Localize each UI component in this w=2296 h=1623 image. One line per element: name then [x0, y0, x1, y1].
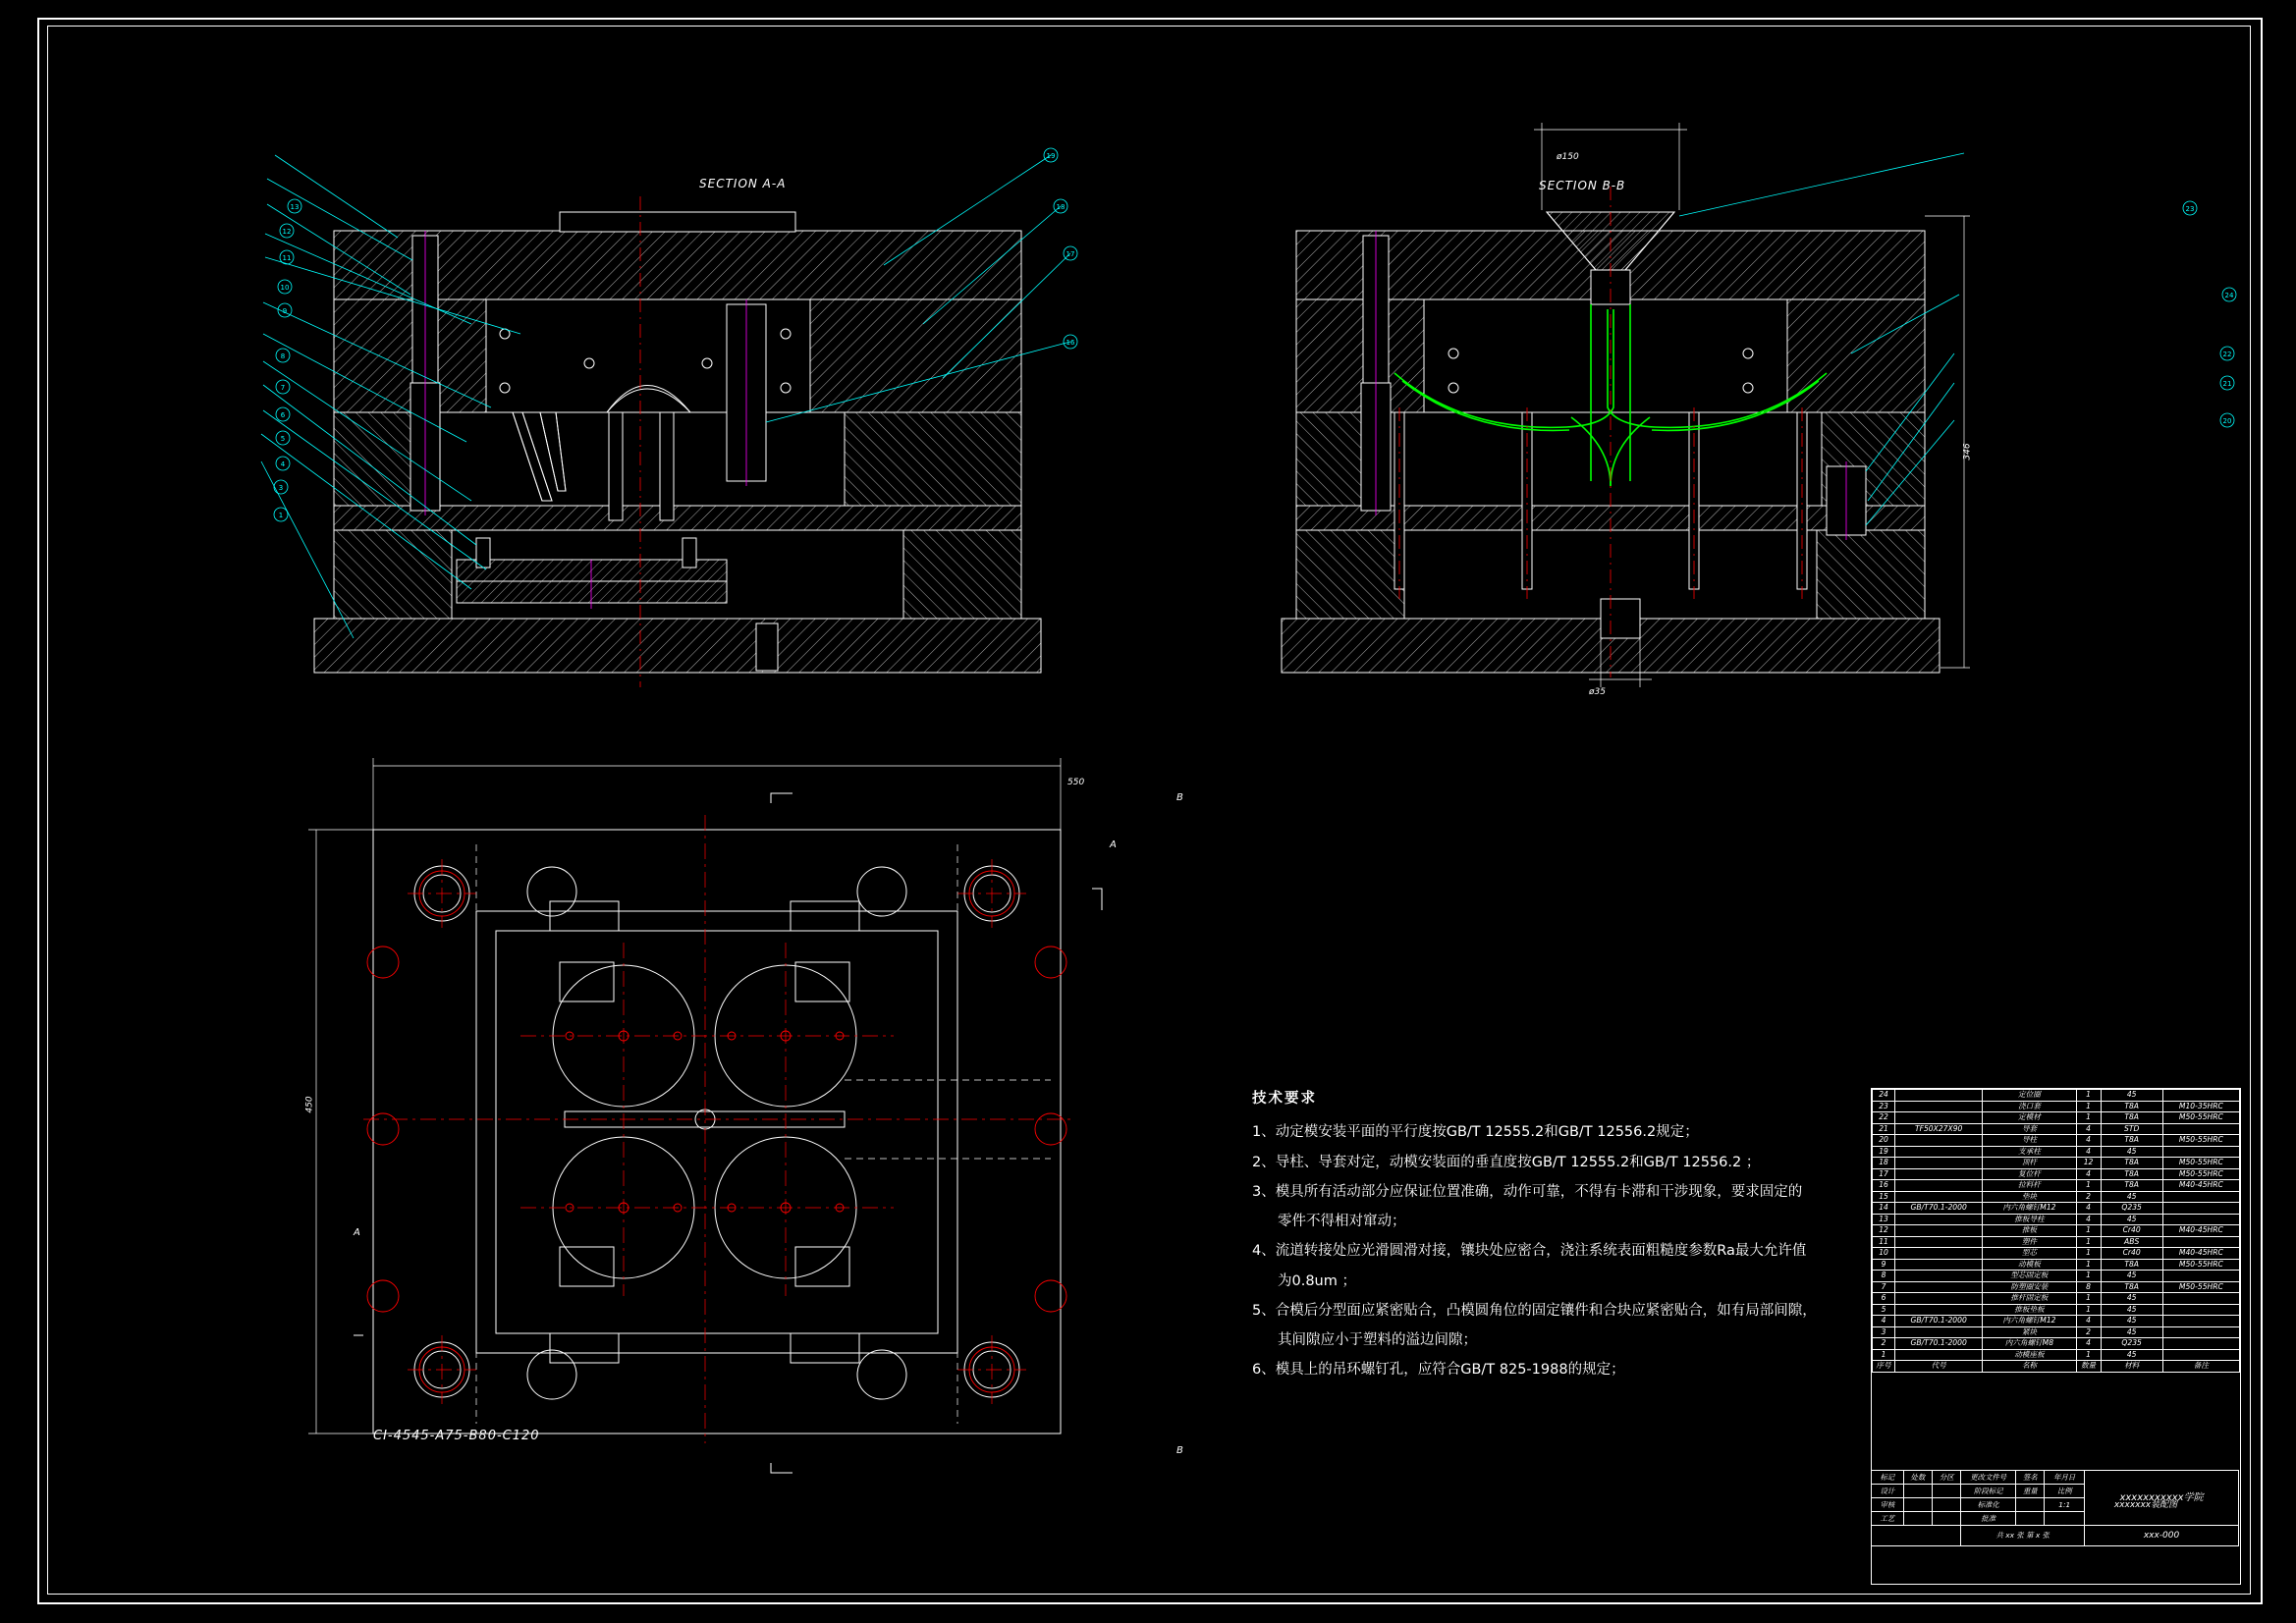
- bom-cell-mat: STD: [2101, 1123, 2162, 1135]
- bom-cell-code: GB/T70.1-2000: [1895, 1338, 1983, 1350]
- svg-text:20: 20: [2222, 417, 2232, 425]
- bom-cell-code: [1895, 1271, 1983, 1282]
- bom-cell-name: 浇口套: [1983, 1101, 2076, 1112]
- bom-cell-rem: [2162, 1191, 2239, 1203]
- balloon-circles-right: [1036, 147, 1124, 658]
- bom-cell-name: 内六角螺钉M8: [1983, 1338, 2076, 1350]
- bom-row: [1873, 1316, 2240, 1327]
- tb-cell: 1:1: [2045, 1498, 2085, 1512]
- tb-cell: [1872, 1526, 1961, 1546]
- bom-cell-mat: Cr40: [2101, 1248, 2162, 1260]
- svg-text:4: 4: [280, 460, 286, 468]
- tech-item: 2、导柱、导套对定，动模安装面的垂直度按GB/T 12555.2和GB/T 12556.2 ；: [1252, 1154, 1761, 1170]
- bom-cell-mat: 45: [2101, 1271, 2162, 1282]
- svg-text:7: 7: [280, 384, 286, 392]
- bom-cell-name: 复位杆: [1983, 1168, 2076, 1180]
- tb-cell: 设计: [1872, 1485, 1904, 1498]
- bom-cell-name: 推板导柱: [1983, 1214, 2076, 1225]
- bom-cell-code: [1895, 1135, 1983, 1147]
- bom-cell-qty: 4: [2076, 1123, 2101, 1135]
- bom-cell-mat: 45: [2101, 1326, 2162, 1338]
- svg-text:10: 10: [280, 284, 290, 292]
- dim-plan-height: 450: [304, 1096, 315, 1113]
- bom-cell-name: 塑件: [1983, 1236, 2076, 1248]
- bom-cell-qty: 12: [2076, 1158, 2101, 1169]
- bom-cell-code: TF50X27X90: [1895, 1123, 1983, 1135]
- bom-cell-qty: 1: [2076, 1349, 2101, 1361]
- bom-row: [1873, 1168, 2240, 1180]
- bom-header-cell: 材料: [2101, 1361, 2162, 1373]
- tb-cell: 工艺: [1872, 1512, 1904, 1526]
- svg-text:11: 11: [282, 254, 292, 262]
- bom-row: [1873, 1112, 2240, 1124]
- bom-row: [1873, 1349, 2240, 1361]
- bom-row: [1873, 1180, 2240, 1192]
- bom-cell-mat: 45: [2101, 1191, 2162, 1203]
- bom-cell-no: 17: [1873, 1168, 1895, 1180]
- bom-cell-no: 16: [1873, 1180, 1895, 1192]
- bom-row: [1873, 1203, 2240, 1215]
- tb-cell: [1933, 1512, 1961, 1526]
- section-bb-view: [1277, 177, 2043, 687]
- bom-cell-no: 14: [1873, 1203, 1895, 1215]
- bom-cell-code: [1895, 1090, 1983, 1102]
- bom-cell-rem: [2162, 1236, 2239, 1248]
- tech-item: 6、模具上的吊环螺钉孔，应符合GB/T 825-1988的规定；: [1252, 1362, 1625, 1379]
- bom-cell-qty: 2: [2076, 1191, 2101, 1203]
- bom-cell-code: [1895, 1180, 1983, 1192]
- bom-cell-qty: 4: [2076, 1146, 2101, 1158]
- bom-cell-mat: T8A: [2101, 1259, 2162, 1271]
- bom-cell-name: 推板垫板: [1983, 1304, 2076, 1316]
- tb-cell: 重量: [2016, 1485, 2045, 1498]
- bom-cell-code: GB/T70.1-2000: [1895, 1316, 1983, 1327]
- svg-text:12: 12: [282, 228, 292, 236]
- tb-cell: [1933, 1498, 1961, 1512]
- tb-cell: 处数: [1903, 1471, 1932, 1485]
- bom-cell-no: 5: [1873, 1304, 1895, 1316]
- bom-header-cell: 序号: [1873, 1361, 1895, 1373]
- bom-cell-rem: M40-45HRC: [2162, 1180, 2239, 1192]
- bom-cell-rem: [2162, 1271, 2239, 1282]
- bom-cell-qty: 4: [2076, 1316, 2101, 1327]
- bom-cell-name: 型芯: [1983, 1248, 2076, 1260]
- bom-cell-mat: 45: [2101, 1316, 2162, 1327]
- tb-cell: 标准化: [1961, 1498, 2016, 1512]
- bom-cell-code: [1895, 1101, 1983, 1112]
- bom-cell-mat: 45: [2101, 1304, 2162, 1316]
- plan-view: [324, 785, 1129, 1492]
- bom-cell-name: 动模板: [1983, 1259, 2076, 1271]
- bom-cell-qty: 4: [2076, 1338, 2101, 1350]
- tech-item: 1、动定模安装平面的平行度按GB/T 12555.2和GB/T 12556.2规定；: [1252, 1124, 1699, 1141]
- bom-cell-no: 2: [1873, 1338, 1895, 1350]
- tech-item: 其间隙应小于塑料的溢边间隙；: [1278, 1332, 1477, 1349]
- tech-item: 零件不得相对窜动；: [1278, 1214, 1406, 1230]
- plan-view-label: CI-4545-A75-B80-C120: [373, 1429, 540, 1443]
- bom-cell-rem: [2162, 1326, 2239, 1338]
- bom-cell-mat: Q235: [2101, 1338, 2162, 1350]
- school-name: xxxxxxxxxxx学院: [2085, 1471, 2239, 1526]
- bom-row: [1873, 1146, 2240, 1158]
- bom-cell-no: 8: [1873, 1271, 1895, 1282]
- bom-row: [1873, 1326, 2240, 1338]
- bom-cell-rem: [2162, 1090, 2239, 1102]
- bom-row: [1873, 1271, 2240, 1282]
- tech-item: 为0.8um ；: [1278, 1272, 1356, 1289]
- drawing-name: xxxxxxx装配图: [2113, 1500, 2178, 1510]
- bom-cell-qty: 1: [2076, 1236, 2101, 1248]
- svg-text:1: 1: [278, 512, 284, 519]
- bom-cell-code: [1895, 1304, 1983, 1316]
- bom-cell-qty: 1: [2076, 1225, 2101, 1237]
- bom-row: [1873, 1293, 2240, 1305]
- svg-text:9: 9: [282, 307, 288, 315]
- bom-cell-no: 1: [1873, 1349, 1895, 1361]
- title-block: [1871, 1470, 2239, 1583]
- bom-cell-name: 垫块: [1983, 1191, 2076, 1203]
- bom-cell-qty: 1: [2076, 1112, 2101, 1124]
- bom-cell-qty: 4: [2076, 1135, 2101, 1147]
- bom-cell-name: 定模材: [1983, 1112, 2076, 1124]
- bom-cell-no: 13: [1873, 1214, 1895, 1225]
- bom-cell-no: 21: [1873, 1123, 1895, 1135]
- bom-cell-mat: 45: [2101, 1293, 2162, 1305]
- bom-cell-mat: Cr40: [2101, 1225, 2162, 1237]
- bom-row: [1873, 1225, 2240, 1237]
- bom-cell-name: 防塑圈安装: [1983, 1281, 2076, 1293]
- bom-cell-code: [1895, 1326, 1983, 1338]
- bom-cell-no: 7: [1873, 1281, 1895, 1293]
- bom-cell-rem: [2162, 1146, 2239, 1158]
- bom-cell-no: 6: [1873, 1293, 1895, 1305]
- tb-cell: [1903, 1498, 1932, 1512]
- tb-cell: 比例: [2045, 1485, 2085, 1498]
- bom-row: [1873, 1214, 2240, 1225]
- section-mark-b-bottom: B: [1176, 1445, 1183, 1456]
- bom-cell-rem: [2162, 1349, 2239, 1361]
- bom-cell-rem: M50-55HRC: [2162, 1281, 2239, 1293]
- bom-cell-name: 支承柱: [1983, 1146, 2076, 1158]
- tb-cell: [2016, 1512, 2045, 1526]
- bom-cell-code: [1895, 1236, 1983, 1248]
- svg-text:21: 21: [2222, 380, 2232, 388]
- bom-cell-mat: T8A: [2101, 1180, 2162, 1192]
- bom-cell-mat: ABS: [2101, 1236, 2162, 1248]
- technical-requirements-title: 技术要求: [1252, 1091, 1317, 1107]
- bom-cell-no: 10: [1873, 1248, 1895, 1260]
- bom-cell-qty: 1: [2076, 1293, 2101, 1305]
- tb-cell: 更改文件号: [1961, 1471, 2016, 1485]
- svg-text:17: 17: [1066, 250, 1075, 258]
- bom-cell-name: 内六角螺钉M12: [1983, 1203, 2076, 1215]
- bom-cell-code: [1895, 1293, 1983, 1305]
- bom-row: [1873, 1158, 2240, 1169]
- bom-header-row: [1873, 1361, 2240, 1373]
- bom-cell-qty: 1: [2076, 1259, 2101, 1271]
- svg-text:16: 16: [1066, 339, 1075, 347]
- bom-cell-rem: [2162, 1293, 2239, 1305]
- section-mark-b-top: B: [1176, 792, 1183, 803]
- tb-cell: [1903, 1485, 1932, 1498]
- bom-cell-no: 19: [1873, 1146, 1895, 1158]
- bom-cell-no: 23: [1873, 1101, 1895, 1112]
- bom-header-cell: 备注: [2162, 1361, 2239, 1373]
- bom-cell-rem: [2162, 1203, 2239, 1215]
- svg-text:19: 19: [1046, 152, 1056, 160]
- svg-text:24: 24: [2224, 292, 2234, 299]
- bom-cell-qty: 1: [2076, 1101, 2101, 1112]
- bom-row: [1873, 1101, 2240, 1112]
- tb-cell: 审核: [1872, 1498, 1904, 1512]
- bom-header-cell: 代号: [1895, 1361, 1983, 1373]
- bom-row: [1873, 1123, 2240, 1135]
- bom-cell-code: [1895, 1214, 1983, 1225]
- bom-row: [1873, 1259, 2240, 1271]
- bom-cell-mat: T8A: [2101, 1281, 2162, 1293]
- bom-cell-name: 紧块: [1983, 1326, 2076, 1338]
- tech-item: 4、流道转接处应光滑圆滑对接，镶块处应密合，浇注系统表面粗糙度参数Ra最大允许值: [1252, 1243, 1807, 1260]
- tb-cell: 阶段标记: [1961, 1485, 2016, 1498]
- bom-cell-code: [1895, 1168, 1983, 1180]
- bom-cell-rem: [2162, 1214, 2239, 1225]
- section-aa-title: SECTION A-A: [699, 177, 787, 190]
- bom-cell-name: 定位圈: [1983, 1090, 2076, 1102]
- bom-row: [1873, 1248, 2240, 1260]
- bom-cell-rem: [2162, 1316, 2239, 1327]
- bom-cell-no: 9: [1873, 1259, 1895, 1271]
- bom-cell-mat: 45: [2101, 1214, 2162, 1225]
- bom-cell-mat: 45: [2101, 1146, 2162, 1158]
- tb-cell: 分区: [1933, 1471, 1961, 1485]
- bom-cell-qty: 1: [2076, 1180, 2101, 1192]
- bom-cell-qty: 1: [2076, 1248, 2101, 1260]
- tb-cell: [2045, 1512, 2085, 1526]
- section-aa-view: [295, 177, 1159, 687]
- technical-requirements: [1252, 1085, 1940, 1386]
- sheet-count: 共 xx 张 第 x 张: [1961, 1526, 2085, 1546]
- svg-text:5: 5: [280, 435, 286, 443]
- dim-bottom-diameter: ø35: [1589, 687, 1606, 697]
- bom-cell-mat: T8A: [2101, 1112, 2162, 1124]
- bom-cell-mat: 45: [2101, 1349, 2162, 1361]
- dim-plan-width: 550: [1067, 778, 1085, 787]
- tb-cell: 签名: [2016, 1471, 2045, 1485]
- svg-text:8: 8: [280, 352, 286, 360]
- tech-item: 5、合模后分型面应紧密贴合，凸模圆角位的固定镶件和合块应紧密贴合，如有局部间隙，: [1252, 1302, 1817, 1319]
- bom-cell-code: [1895, 1225, 1983, 1237]
- bom-cell-code: [1895, 1191, 1983, 1203]
- bom-cell-qty: 4: [2076, 1203, 2101, 1215]
- svg-text:18: 18: [1056, 203, 1066, 211]
- section-mark-a-left: A: [354, 1227, 360, 1238]
- bom-cell-no: 18: [1873, 1158, 1895, 1169]
- bom-cell-no: 11: [1873, 1236, 1895, 1248]
- svg-text:22: 22: [2222, 351, 2232, 358]
- bom-cell-rem: M50-55HRC: [2162, 1168, 2239, 1180]
- bom-cell-mat: T8A: [2101, 1158, 2162, 1169]
- tech-item: 3、模具所有活动部分应保证位置准确，动作可靠，不得有卡滞和干涉现象，要求固定的: [1252, 1183, 1803, 1200]
- bom-cell-qty: 4: [2076, 1168, 2101, 1180]
- bom-cell-rem: M50-55HRC: [2162, 1112, 2239, 1124]
- bom-cell-code: [1895, 1259, 1983, 1271]
- bom-cell-qty: 8: [2076, 1281, 2101, 1293]
- bom-cell-code: [1895, 1158, 1983, 1169]
- svg-text:3: 3: [278, 484, 284, 492]
- tb-cell: [1933, 1485, 1961, 1498]
- bom-cell-code: [1895, 1112, 1983, 1124]
- bom-row: [1873, 1191, 2240, 1203]
- svg-text:6: 6: [280, 411, 286, 419]
- bom-cell-name: 型芯固定板: [1983, 1271, 2076, 1282]
- bom-cell-qty: 1: [2076, 1090, 2101, 1102]
- bom-cell-name: 拉料杆: [1983, 1180, 2076, 1192]
- bom-cell-qty: 1: [2076, 1271, 2101, 1282]
- bom-cell-code: GB/T70.1-2000: [1895, 1203, 1983, 1215]
- bom-cell-qty: 4: [2076, 1214, 2101, 1225]
- svg-text:23: 23: [2185, 205, 2195, 213]
- bom-row: [1873, 1236, 2240, 1248]
- bom-cell-mat: T8A: [2101, 1101, 2162, 1112]
- section-mark-a-top: A: [1110, 839, 1117, 850]
- bom-cell-no: 22: [1873, 1112, 1895, 1124]
- bom-cell-rem: M50-55HRC: [2162, 1158, 2239, 1169]
- bom-cell-name: 导柱: [1983, 1135, 2076, 1147]
- bom-cell-rem: M40-45HRC: [2162, 1225, 2239, 1237]
- bom-cell-code: [1895, 1146, 1983, 1158]
- bom-cell-no: 15: [1873, 1191, 1895, 1203]
- tb-cell: 标记: [1872, 1471, 1904, 1485]
- bom-cell-no: 12: [1873, 1225, 1895, 1237]
- bom-cell-no: 4: [1873, 1316, 1895, 1327]
- bom-cell-name: 动模座板: [1983, 1349, 2076, 1361]
- section-bb-title: SECTION B-B: [1539, 179, 1626, 192]
- bom-table: [1872, 1089, 2240, 1373]
- bom-header-cell: 名称: [1983, 1361, 2076, 1373]
- bom-row: [1873, 1090, 2240, 1102]
- bom-cell-mat: T8A: [2101, 1135, 2162, 1147]
- bom-cell-code: [1895, 1248, 1983, 1260]
- bom-cell-no: 20: [1873, 1135, 1895, 1147]
- tb-cell: 年月日: [2045, 1471, 2085, 1485]
- tb-cell: [2016, 1498, 2045, 1512]
- tb-cell: [1903, 1512, 1932, 1526]
- dim-top-diameter: ø150: [1557, 152, 1579, 162]
- bom-cell-mat: Q235: [2101, 1203, 2162, 1215]
- tb-cell: 批准: [1961, 1512, 2016, 1526]
- bom-cell-qty: 1: [2076, 1304, 2101, 1316]
- bom-cell-name: 推杆固定板: [1983, 1293, 2076, 1305]
- bom-row: [1873, 1135, 2240, 1147]
- balloon-circles-bb: [2180, 147, 2249, 589]
- bom-cell-name: 内六角螺钉M12: [1983, 1316, 2076, 1327]
- bom-cell-no: 24: [1873, 1090, 1895, 1102]
- bom-cell-code: [1895, 1349, 1983, 1361]
- bom-cell-name: 推板: [1983, 1225, 2076, 1237]
- dim-right-height: 346: [1962, 443, 1973, 460]
- bom-header-cell: 数量: [2076, 1361, 2101, 1373]
- balloon-circles-left: [246, 147, 314, 658]
- drawing-number: xxx-000: [2085, 1526, 2239, 1546]
- bom-cell-qty: 2: [2076, 1326, 2101, 1338]
- bom-cell-mat: 45: [2101, 1090, 2162, 1102]
- bom-cell-name: 导套: [1983, 1123, 2076, 1135]
- bom-cell-rem: M40-45HRC: [2162, 1248, 2239, 1260]
- bom-cell-rem: [2162, 1304, 2239, 1316]
- bom-cell-code: [1895, 1281, 1983, 1293]
- bom-cell-name: 顶杆: [1983, 1158, 2076, 1169]
- bom-row: [1873, 1281, 2240, 1293]
- bom-cell-rem: M10-35HRC: [2162, 1101, 2239, 1112]
- bom-cell-rem: M50-55HRC: [2162, 1259, 2239, 1271]
- bom-row: [1873, 1338, 2240, 1350]
- bom-cell-rem: [2162, 1338, 2239, 1350]
- bom-row: [1873, 1304, 2240, 1316]
- bom-cell-rem: [2162, 1123, 2239, 1135]
- bom-cell-rem: M50-55HRC: [2162, 1135, 2239, 1147]
- bom-cell-mat: T8A: [2101, 1168, 2162, 1180]
- bom-cell-no: 3: [1873, 1326, 1895, 1338]
- svg-text:13: 13: [290, 203, 300, 211]
